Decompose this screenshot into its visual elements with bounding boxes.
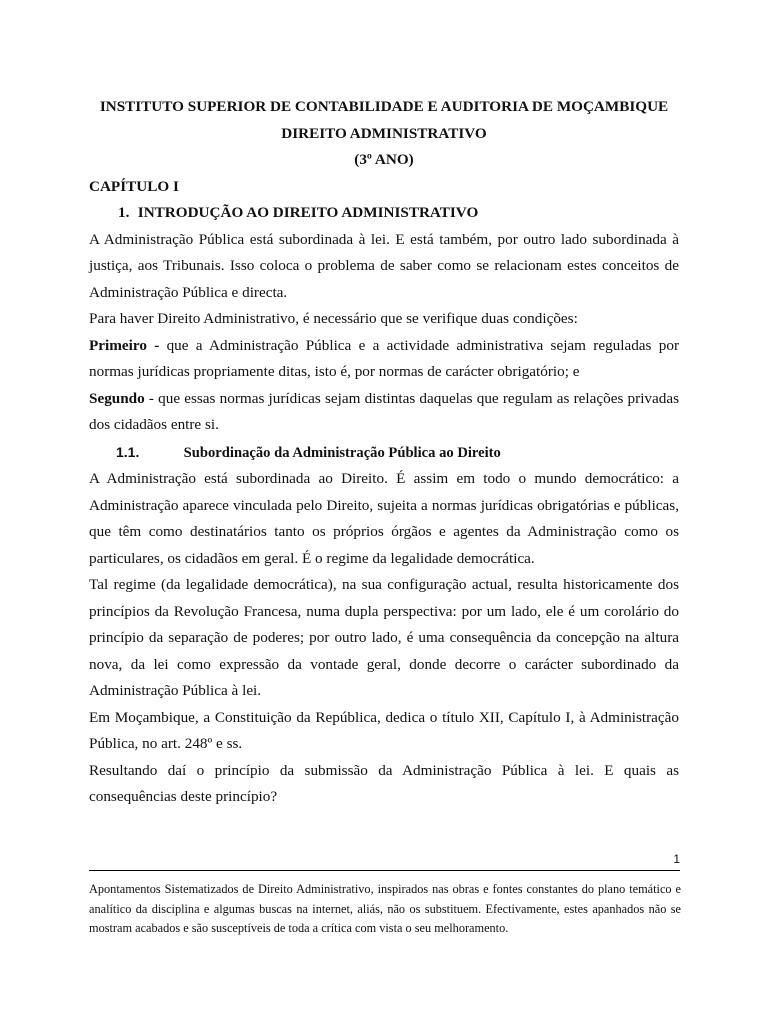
page-number: 1: [673, 852, 680, 866]
footnote-divider: [89, 870, 680, 871]
subsection-heading-1-1: [89, 439, 679, 467]
paragraph-2: Para haver Direito Administrativo, é necessário que se verifique duas condições:: [89, 310, 578, 327]
footnote: Apontamentos Sistematizados de Direito Administrativo, inspirados nas obras e fontes constantes do plano temático e analítico da disciplina e algumas buscas na internet, aliás, não os substituem. Efectivamente, estes apanhados não se mostram acabados e são susceptíveis de toda a crítica com vista o seu melhoramento.: [89, 882, 681, 936]
paragraph-8: Resultando daí o princípio da submissão da Administração Pública à lei. E quais as consequências deste princípio?: [89, 761, 679, 805]
paragraph-4-label: Segundo: [89, 389, 145, 407]
section-heading-1: [89, 200, 679, 227]
paragraph-3: [89, 333, 679, 386]
course-year: (3º ANO): [354, 151, 414, 168]
institution-title: INSTITUTO SUPERIOR DE CONTABILIDADE E AUDITORIA DE MOÇAMBIQUE: [99, 98, 669, 115]
paragraph-4: [89, 386, 679, 439]
section-number: 1.: [118, 204, 130, 221]
course-title: DIREITO ADMINISTRATIVO: [281, 124, 487, 142]
paragraph-1: A Administração Pública está subordinada à lei. E está também, por outro lado subordinada à justiça, aos Tribunais. Isso coloca o problema de saber como se relacionam estes conceitos de Administração Pública e directa.: [89, 230, 679, 301]
paragraph-3-label: Primeiro -: [89, 336, 160, 354]
section-title: INTRODUÇÃO AO DIREITO ADMINISTRATIVO: [137, 204, 479, 221]
paragraph-4-text: - que essas normas jurídicas sejam distintas daquelas que regulam as relações privadas dos cidadãos entre si.: [89, 389, 679, 433]
subsection-title: Subordinação da Administração Pública ao Direito: [183, 444, 501, 461]
paragraph-3-text: que a Administração Pública e a actividade administrativa sejam reguladas por normas jurídicas propriamente ditas, isto é, por normas de carácter obrigatório; e: [89, 336, 680, 380]
paragraph-7: Em Moçambique, a Constituição da República, dedica o título XII, Capítulo I, à Administração Pública, no art. 248º e ss.: [89, 708, 679, 752]
paragraph-6: Tal regime (da legalidade democrática), na sua configuração actual, resulta historicamente dos princípios da Revolução Francesa, numa dupla perspectiva: por um lado, ele é um corolário do princípio da separação de poderes; por outro lado, é uma consequência da concepção na altura nova, da lei como expressão da vontade geral, donde decorre o carácter subordinado da Administração Pública à lei.: [89, 576, 679, 699]
paragraph-5: A Administração está subordinada ao Direito. É assim em todo o mundo democrático: a Administração aparece vinculada pelo Direito, sujeita a normas jurídicas obrigatórias e públicas, que têm como destinatários tanto os próprios órgãos e agentes da Administração como os particulares, os cidadãos em geral. É o regime da legalidade democrática.: [89, 470, 679, 567]
subsection-number: 1.1.: [116, 443, 140, 460]
chapter-heading: CAPÍTULO I: [89, 177, 179, 195]
